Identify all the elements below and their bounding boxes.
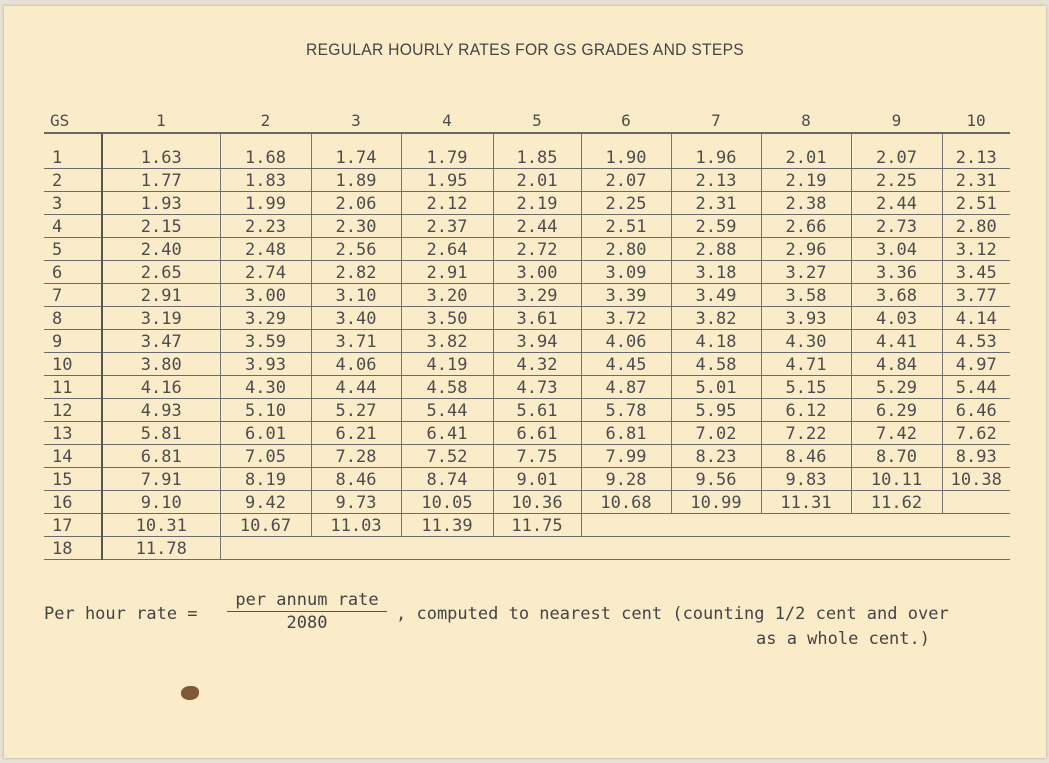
rate-cell: 2.01 [761,133,851,169]
rate-cell: 1.77 [102,169,220,192]
rate-cell: 1.85 [493,133,581,169]
rate-cell: 2.07 [851,133,942,169]
table-row [44,399,1010,422]
rate-cell [493,537,581,560]
rate-cell: 5.44 [401,399,493,422]
rate-fraction [227,590,387,633]
rate-cell: 10.68 [581,491,671,514]
rate-cell: 11.78 [102,537,220,560]
grade-cell: 5 [44,238,102,261]
rate-cell: 4.06 [311,353,401,376]
rate-cell: 2.19 [493,192,581,215]
rate-cell: 2.64 [401,238,493,261]
rate-cell: 7.22 [761,422,851,445]
grade-cell: 16 [44,491,102,514]
rates-body [44,133,1010,560]
rate-cell [942,491,1010,514]
rate-cell: 3.71 [311,330,401,353]
rate-cell: 3.47 [102,330,220,353]
rate-cell [671,514,761,537]
rate-cell [942,514,1010,537]
rate-cell: 2.74 [220,261,311,284]
rate-cell: 4.73 [493,376,581,399]
grade-cell: 18 [44,537,102,560]
rate-cell: 10.67 [220,514,311,537]
rate-cell: 8.46 [311,468,401,491]
rate-cell: 2.73 [851,215,942,238]
rate-cell: 3.12 [942,238,1010,261]
rate-cell: 5.81 [102,422,220,445]
grade-cell: 13 [44,422,102,445]
rate-cell: 3.80 [102,353,220,376]
rate-cell: 11.62 [851,491,942,514]
rate-cell [581,537,671,560]
grade-cell: 6 [44,261,102,284]
rate-cell: 3.00 [220,284,311,307]
rate-cell: 11.03 [311,514,401,537]
rate-cell: 3.82 [401,330,493,353]
header-row [44,102,1010,133]
rate-cell: 2.72 [493,238,581,261]
rate-cell: 1.95 [401,169,493,192]
rate-cell: 3.77 [942,284,1010,307]
grade-cell: 3 [44,192,102,215]
rate-cell: 4.03 [851,307,942,330]
rate-cell: 6.46 [942,399,1010,422]
rate-cell: 3.00 [493,261,581,284]
rate-cell: 5.29 [851,376,942,399]
rate-cell: 2.80 [942,215,1010,238]
rate-cell: 2.56 [311,238,401,261]
rate-cell: 2.25 [851,169,942,192]
rate-cell: 3.50 [401,307,493,330]
rate-cell: 3.40 [311,307,401,330]
rate-cell: 3.68 [851,284,942,307]
rate-cell: 4.58 [401,376,493,399]
rate-cell: 4.41 [851,330,942,353]
rate-cell: 2.51 [942,192,1010,215]
rate-cell: 3.10 [311,284,401,307]
rate-cell: 9.83 [761,468,851,491]
rate-cell [851,514,942,537]
rate-cell: 9.56 [671,468,761,491]
rate-cell: 2.59 [671,215,761,238]
fraction-numerator: per annum rate [227,590,387,612]
rate-cell: 4.97 [942,353,1010,376]
rate-cell: 5.95 [671,399,761,422]
rate-cell: 3.72 [581,307,671,330]
rate-cell: 3.58 [761,284,851,307]
rate-cell: 6.61 [493,422,581,445]
rate-cell: 4.16 [102,376,220,399]
rate-cell: 4.44 [311,376,401,399]
rate-cell: 3.19 [102,307,220,330]
rate-cell: 2.13 [942,133,1010,169]
rate-cell: 9.73 [311,491,401,514]
rate-cell: 3.36 [851,261,942,284]
rate-cell: 4.71 [761,353,851,376]
step-header: 1 [102,102,220,133]
table-row [44,330,1010,353]
rate-cell: 7.99 [581,445,671,468]
table-row [44,307,1010,330]
rate-cell: 2.38 [761,192,851,215]
rate-cell: 6.29 [851,399,942,422]
rate-cell: 7.28 [311,445,401,468]
rate-cell: 11.39 [401,514,493,537]
table-row [44,376,1010,399]
rate-cell: 6.41 [401,422,493,445]
table-row [44,133,1010,169]
step-header: 9 [851,102,942,133]
grade-cell: 7 [44,284,102,307]
rate-cell: 1.93 [102,192,220,215]
rate-cell: 1.90 [581,133,671,169]
rate-cell: 2.37 [401,215,493,238]
rate-cell: 2.82 [311,261,401,284]
rate-cell: 7.05 [220,445,311,468]
rate-cell: 3.04 [851,238,942,261]
grade-cell: 8 [44,307,102,330]
table-row [44,192,1010,215]
rate-cell: 10.38 [942,468,1010,491]
grade-cell: 2 [44,169,102,192]
footnote-lead: Per hour rate = [44,604,198,624]
gs-column-header: GS [44,102,102,133]
rate-cell: 1.63 [102,133,220,169]
rate-cell: 2.13 [671,169,761,192]
rate-cell: 2.65 [102,261,220,284]
rate-cell: 7.52 [401,445,493,468]
rate-cell: 9.28 [581,468,671,491]
rate-cell: 6.81 [581,422,671,445]
rate-cell: 2.44 [493,215,581,238]
rate-cell: 3.61 [493,307,581,330]
rate-cell: 5.27 [311,399,401,422]
rate-cell [671,537,761,560]
step-header: 5 [493,102,581,133]
rate-cell: 7.02 [671,422,761,445]
rate-cell: 2.30 [311,215,401,238]
rate-cell [761,514,851,537]
rate-cell: 4.14 [942,307,1010,330]
rate-cell: 4.45 [581,353,671,376]
rate-cell: 11.75 [493,514,581,537]
rate-cell: 8.23 [671,445,761,468]
grade-cell: 14 [44,445,102,468]
rate-cell: 2.01 [493,169,581,192]
rate-cell: 9.42 [220,491,311,514]
rate-cell: 3.20 [401,284,493,307]
rate-cell: 2.40 [102,238,220,261]
rate-cell: 10.31 [102,514,220,537]
rate-cell: 7.42 [851,422,942,445]
rate-cell: 3.29 [493,284,581,307]
rate-cell: 3.82 [671,307,761,330]
step-header: 6 [581,102,671,133]
rate-cell: 5.01 [671,376,761,399]
rate-cell: 3.39 [581,284,671,307]
rate-cell: 2.19 [761,169,851,192]
rates-table [44,102,1010,560]
rate-cell [220,537,311,560]
rate-cell: 1.83 [220,169,311,192]
rate-cell: 4.53 [942,330,1010,353]
rate-cell: 1.68 [220,133,311,169]
rate-cell: 1.89 [311,169,401,192]
rate-cell [761,537,851,560]
rate-cell [401,537,493,560]
table-row [44,468,1010,491]
rate-cell: 5.61 [493,399,581,422]
step-header: 2 [220,102,311,133]
rate-cell: 2.91 [102,284,220,307]
rate-cell: 1.79 [401,133,493,169]
grade-cell: 15 [44,468,102,491]
rate-cell: 11.31 [761,491,851,514]
rate-cell: 3.27 [761,261,851,284]
rate-cell: 5.78 [581,399,671,422]
rate-cell: 2.91 [401,261,493,284]
rate-cell: 2.31 [671,192,761,215]
rate-cell: 3.94 [493,330,581,353]
rate-cell: 3.93 [761,307,851,330]
grade-cell: 9 [44,330,102,353]
rate-cell: 8.70 [851,445,942,468]
rate-cell: 1.96 [671,133,761,169]
rate-cell: 3.93 [220,353,311,376]
rate-cell: 2.88 [671,238,761,261]
rate-cell: 2.51 [581,215,671,238]
rate-cell: 2.12 [401,192,493,215]
table-row [44,261,1010,284]
step-header: 3 [311,102,401,133]
rate-cell: 2.25 [581,192,671,215]
rate-cell: 2.66 [761,215,851,238]
table-row [44,491,1010,514]
rate-cell: 5.44 [942,376,1010,399]
footnote-tail-continued: as a whole cent.) [756,629,930,649]
rate-cell: 2.31 [942,169,1010,192]
table-row [44,353,1010,376]
rate-cell: 10.05 [401,491,493,514]
rate-cell: 4.93 [102,399,220,422]
grade-cell: 1 [44,133,102,169]
rate-cell: 2.96 [761,238,851,261]
rate-cell: 8.46 [761,445,851,468]
rate-cell: 4.06 [581,330,671,353]
table-row [44,537,1010,560]
grade-cell: 12 [44,399,102,422]
rate-cell: 2.15 [102,215,220,238]
rate-cell: 2.80 [581,238,671,261]
rate-cell: 4.32 [493,353,581,376]
rate-cell: 10.11 [851,468,942,491]
rate-cell: 4.84 [851,353,942,376]
grade-cell: 11 [44,376,102,399]
rate-cell: 8.19 [220,468,311,491]
rate-cell [581,514,671,537]
rate-cell: 2.06 [311,192,401,215]
rate-cell: 1.74 [311,133,401,169]
rate-cell: 3.49 [671,284,761,307]
step-header: 4 [401,102,493,133]
rate-cell: 2.23 [220,215,311,238]
rate-cell: 10.99 [671,491,761,514]
table-row [44,238,1010,261]
rate-cell: 2.07 [581,169,671,192]
table-row [44,514,1010,537]
table-row [44,422,1010,445]
rate-cell: 3.29 [220,307,311,330]
step-header: 10 [942,102,1010,133]
table-row [44,445,1010,468]
rate-cell: 3.09 [581,261,671,284]
rate-cell: 9.01 [493,468,581,491]
rate-cell: 4.87 [581,376,671,399]
rate-cell: 4.58 [671,353,761,376]
rate-cell [851,537,942,560]
ink-stain [181,686,199,700]
rate-cell: 2.48 [220,238,311,261]
rate-cell: 6.21 [311,422,401,445]
page-title: REGULAR HOURLY RATES FOR GS GRADES AND STEPS [305,40,744,59]
footnote-tail: , computed to nearest cent (counting 1/2 cent and over [396,604,949,624]
rate-card [4,6,1046,758]
rate-cell: 6.12 [761,399,851,422]
step-header: 8 [761,102,851,133]
rate-cell: 10.36 [493,491,581,514]
rate-cell: 3.45 [942,261,1010,284]
rate-cell: 8.93 [942,445,1010,468]
rate-cell: 4.30 [220,376,311,399]
rate-cell: 1.99 [220,192,311,215]
rate-cell [942,537,1010,560]
rate-cell: 4.18 [671,330,761,353]
rate-cell: 7.62 [942,422,1010,445]
rate-cell: 7.91 [102,468,220,491]
rate-cell: 9.10 [102,491,220,514]
rate-cell: 4.30 [761,330,851,353]
rate-cell: 2.44 [851,192,942,215]
rate-cell: 3.59 [220,330,311,353]
rate-cell: 5.10 [220,399,311,422]
grade-cell: 17 [44,514,102,537]
rate-cell: 8.74 [401,468,493,491]
rate-cell: 5.15 [761,376,851,399]
rate-cell: 4.19 [401,353,493,376]
table-row [44,169,1010,192]
rate-cell: 6.01 [220,422,311,445]
step-header: 7 [671,102,761,133]
table-row [44,284,1010,307]
grade-cell: 10 [44,353,102,376]
rate-cell: 7.75 [493,445,581,468]
table-row [44,215,1010,238]
rate-cell [311,537,401,560]
rate-cell: 3.18 [671,261,761,284]
rate-cell: 6.81 [102,445,220,468]
grade-cell: 4 [44,215,102,238]
fraction-denominator: 2080 [286,613,328,633]
